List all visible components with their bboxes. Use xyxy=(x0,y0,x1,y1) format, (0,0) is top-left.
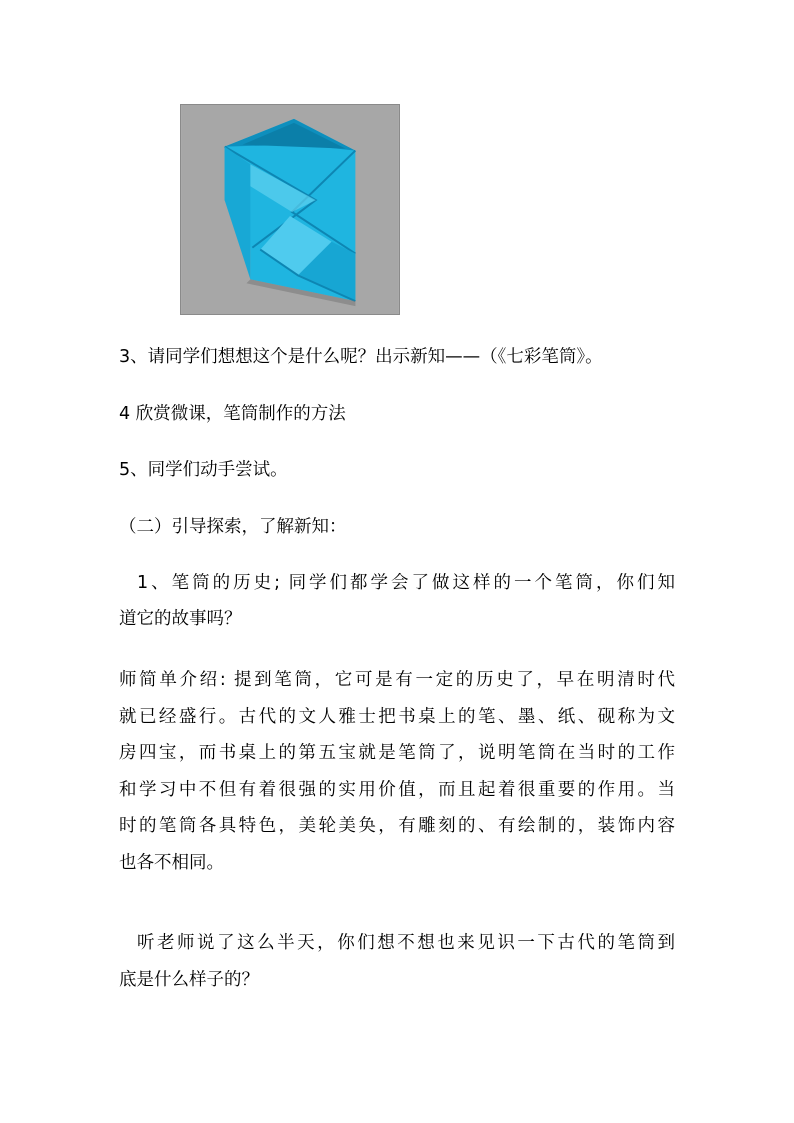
step-5-line: 5、同学们动手尝试。 xyxy=(119,460,288,480)
intro-line-1: 师简单介绍: 提到笔筒，它可是有一定的历史了，早在明清时代 xyxy=(119,670,675,690)
step-4-line: 4 欣赏微课，笔筒制作的方法 xyxy=(119,404,346,424)
step-3-line: 3、请同学们想想这个是什么呢？出示新知——（《七彩笔筒》。 xyxy=(119,347,603,367)
intro-line-3: 房四宝，而书桌上的第五宝就是笔筒了，说明笔筒在当时的工作 xyxy=(119,743,675,763)
history-question-line-2: 道它的故事吗？ xyxy=(119,609,242,629)
closing-line-1: 听老师说了这么半天，你们想不想也来见识一下古代的笔筒到 xyxy=(137,933,675,953)
history-question-continuation xyxy=(119,605,242,634)
closing-paragraph xyxy=(137,929,675,958)
intro-line-2: 就已经盛行。古代的文人雅士把书桌上的笔、墨、纸、砚称为文 xyxy=(119,706,675,727)
history-question-line-1: 1、笔筒的历史; 同学们都学会了做这样的一个笔筒，你们知 xyxy=(137,573,675,593)
closing-continuation xyxy=(119,966,259,995)
teacher-intro-paragraph xyxy=(119,662,675,881)
intro-line-4: 和学习中不但有着很强的实用价值，而且起着很重要的作用。当 xyxy=(119,779,675,800)
pen-holder-illustration xyxy=(181,105,399,314)
paper-pen-holder-photo xyxy=(180,104,400,315)
history-question-paragraph xyxy=(137,569,675,598)
intro-line-5: 时的笔筒各具特色，美轮美奂，有雕刻的、有绘制的，装饰内容 xyxy=(119,816,675,836)
closing-line-2: 底是什么样子的？ xyxy=(119,970,259,990)
intro-line-6: 也各不相同。 xyxy=(119,852,224,873)
section-2-heading: （二）引导探索，了解新知： xyxy=(119,517,347,537)
